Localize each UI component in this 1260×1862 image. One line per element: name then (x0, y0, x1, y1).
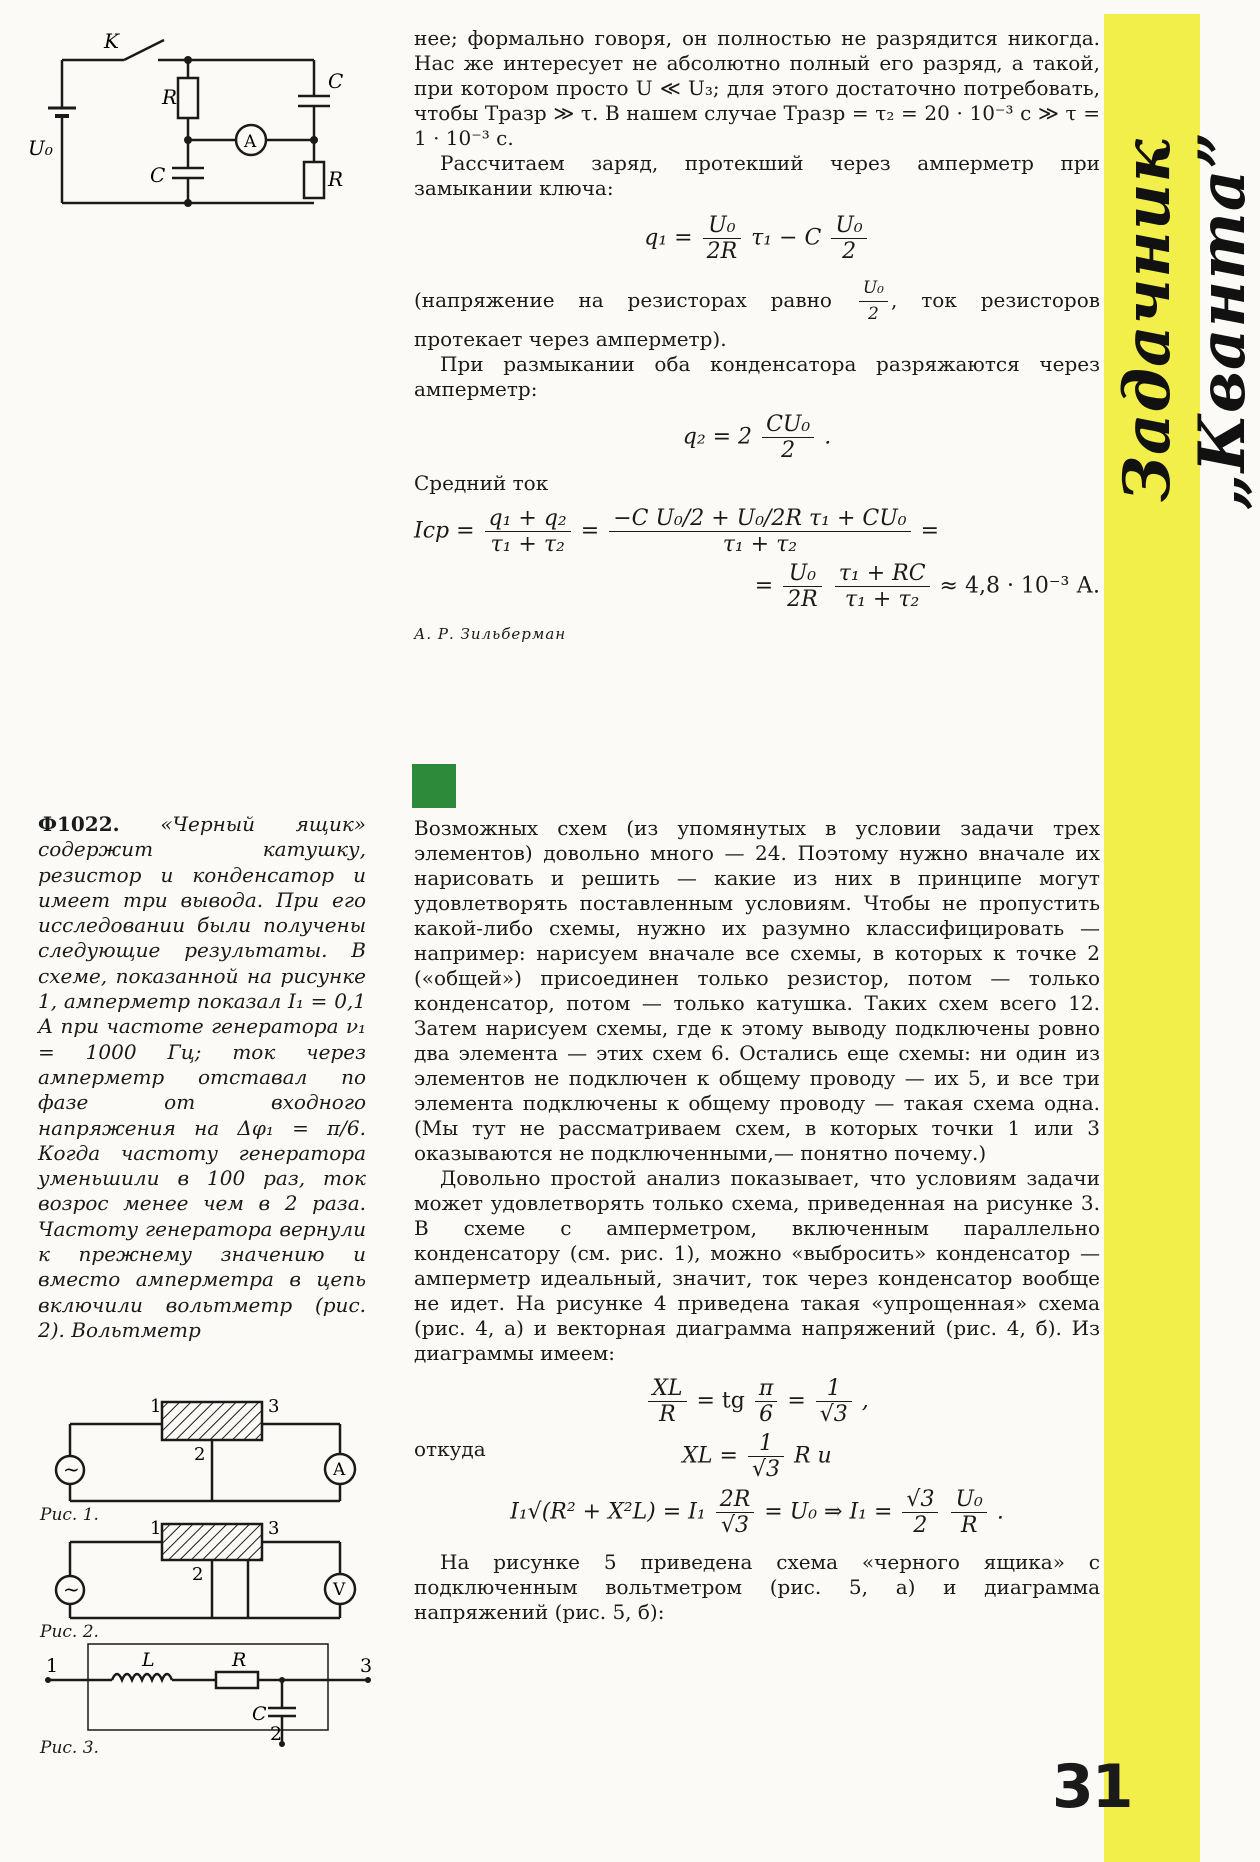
formula-q1: q₁ = $\frac{\text{U₀}}{2R}$ τ₁ − C $\frac{\text{U₀}}{2}$ (414, 213, 1100, 264)
paragraph: Довольно простой анализ показывает, что условиям задачи может удовлетворять только схема, приведенная на рисунке 3. В схеме с амперметром, включенным параллельно конденсатору (см. рис. 1), можно «выбросить» конденсатор — амперметр идеальный, значит, ток через конденсатор вообще не идет. На рисунке 4 приведена такая «упрощенная» схема (рис. 4, а) и векторная диаграмма напряжений (рис. 4, б). Из диаграммы имеем: (414, 1166, 1100, 1365)
formula-tg: $\frac{XL}{R}$ = tg $\frac{\pi}{6}$ = $\frac{1}{√3}$ , (414, 1376, 1100, 1427)
formula-i1: I₁√(R² + X²L) = I₁ $\frac{2R}{√3}$ = U₀ ⇒ I₁ = $\frac{√3}{2}$ $\frac{\text{U₀}}{R}$ . (510, 1487, 1004, 1538)
figure-3-caption: Рис. 3. (40, 1738, 99, 1758)
svg-text:3: 3 (268, 1396, 280, 1417)
figure-2 (38, 1520, 378, 1630)
svg-text:2: 2 (192, 1564, 204, 1585)
formula-icp-result: = $\frac{\text{U₀}}{2R}$ $\frac{\text{τ₁ + RC}}{\text{τ₁ + τ₂}}$ ≈ 4,8 · 10⁻³ А. (754, 561, 1100, 612)
top-circuit-diagram (22, 20, 362, 220)
voltmeter-symbol: V (333, 1580, 346, 1600)
ammeter-symbol: A (244, 132, 257, 152)
paragraph: Рассчитаем заряд, протекший через амперметр при замыкании ключа: (414, 151, 1100, 200)
key-label: K (104, 29, 119, 53)
resistor-label: R (162, 85, 178, 109)
paragraph: (напряжение на резисторах равно $\frac{\text{U₀}}{2}$ , ток резисторов протекает через амперметр). (414, 278, 1100, 351)
svg-text:3: 3 (360, 1655, 373, 1677)
paragraph: Возможных схем (из упомянутых в условии задачи трех элементов) довольно много — 24. Поэтому нужно вначале их нарисовать и решить — какие из них в принципе могут удовлетворять поставленным условиям. Чтобы не пропустить какой-либо схемы, нужно их разумно классифицировать — например: нарисуем вначале все схемы, в которых к точке 2 («общей») присоединен только резистор, потом — только конденсатор, потом — только катушка. Таких схем всего 12. Затем нарисуем схемы, где к этому выводу подключены ровно два элемента — этих схем 6. Остались еще схемы: ни один из элементов не подключен к общему проводу — их 5, и все три элемента подключены к общему проводу — такая схема одна. (Мы тут не рассматриваем схем, в которых точки 1 или 3 оказываются не подключенными,— понятно почему.) (414, 816, 1100, 1165)
svg-text:1: 1 (150, 1518, 162, 1539)
formula-q2: q₂ = 2 $\frac{\text{CU₀}}{2}$ . (682, 412, 832, 463)
svg-text:3: 3 (268, 1518, 280, 1539)
formula-xl-row: откуда XL = $\frac{1}{√3}$ R и (414, 1431, 1100, 1481)
figure-1-caption: Рис. 1. (40, 1505, 99, 1525)
svg-text:2: 2 (194, 1444, 206, 1465)
capacitor-label-right: C (328, 69, 344, 93)
figure-1 (38, 1396, 378, 1508)
voltage-label: U₀ (28, 136, 53, 160)
paragraph: Средний ток (414, 471, 549, 495)
resistor-label: R (232, 1649, 247, 1671)
paragraph: При размыкании оба конденсатора разряжаются через амперметр: (414, 352, 1100, 401)
formula-xl: XL = $\frac{1}{√3}$ R и (682, 1431, 832, 1482)
solution-marker (412, 764, 456, 808)
problem-text: «Черный ящик» содержит катушку, резистор и конденсатор и имеет три вывода. При его исследовании были получены следующие результаты. В схеме, показанной на рисунке 1, амперметр показал I₁ = 0,1 А при частоте генератора ν₁ = 1000 Гц; ток через амперметр отставал по фазе от входного напряжения на Δφ₁ = π/6. Когда частоту генератора уменьшили в 100 раз, ток возрос менее чем в 2 раза. Частоту генератора вернули к прежнему значению и вместо амперметра в цепь включили вольтметр (рис. 2). Вольтметр (38, 812, 367, 1342)
figure-2-caption: Рис. 2. (40, 1622, 99, 1642)
generator-symbol: ~ (63, 1577, 80, 1601)
svg-text:1: 1 (150, 1396, 162, 1417)
svg-text:1: 1 (46, 1655, 59, 1677)
formula-icp: Iср = $\frac{\text{q₁ + q₂}}{\text{τ₁ + τ₂}}$ = $\frac{\text{−C U₀/2 + U₀/2R τ₁ + CU₀}}{\text{τ₁ + τ₂}}$ = (414, 506, 940, 557)
problem-statement (38, 812, 366, 1343)
author: А. Р. Зильберман (414, 625, 567, 643)
svg-text:2: 2 (270, 1723, 283, 1745)
inductor-label: L (142, 1649, 155, 1671)
resistor-label-right: R (328, 167, 344, 191)
solution-text-column (414, 816, 1100, 1625)
paragraph: нее; формально говоря, он полностью не разрядится никогда. Нас же интересует не абсолютно полный его разряд, а такой, при котором просто U ≪ U₃; для этого достаточно потребовать, чтобы Tразр ≫ τ. В нашем случае Tразр = τ₂ = 20 · 10⁻³ с ≫ τ = 1 · 10⁻³ с. (414, 26, 1100, 150)
capacitor-label: C (150, 163, 166, 187)
paragraph: На рисунке 5 приведена схема «черного ящика» с подключенным вольтметром (рис. 5, а) и диаграмма напряжений (рис. 5, б): (414, 1550, 1100, 1624)
figure-3 (38, 1640, 378, 1750)
ammeter-symbol: A (333, 1460, 346, 1480)
generator-symbol: ~ (63, 1457, 80, 1481)
problem-number: Ф1022. (38, 812, 120, 836)
top-text-column (414, 26, 1100, 647)
page-number: 31 (1052, 1752, 1132, 1822)
section-title: Задачник „Кванта” (1110, 130, 1260, 510)
capacitor-label: C (252, 1703, 267, 1725)
